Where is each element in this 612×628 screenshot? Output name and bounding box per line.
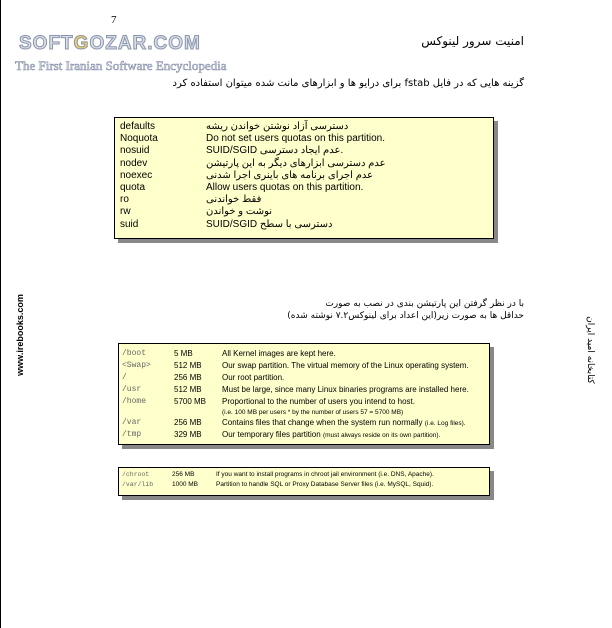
partition-desc: If you want to install programs in chroot jail environment (i.e. DNS, Apache). bbox=[216, 471, 434, 478]
partition-desc bbox=[222, 384, 489, 396]
side-url: www.irebooks.com bbox=[14, 294, 25, 376]
option-desc: SUID/SGID دسترسی با سطح bbox=[206, 218, 333, 230]
partition-size: 329 MB bbox=[174, 430, 202, 439]
partition-size: 256 MB bbox=[174, 373, 202, 382]
option-desc: Allow users quotas on this partition. bbox=[206, 181, 364, 193]
option-desc: Do not set users quotas on this partition. bbox=[206, 133, 385, 145]
side-library-name: کتابخانه امید ایران bbox=[584, 316, 595, 384]
partition-path: /home bbox=[122, 397, 147, 406]
partition-size: 1000 MB bbox=[172, 481, 199, 488]
option-desc: نوشت و خواندن bbox=[206, 206, 273, 218]
table-row bbox=[115, 182, 493, 194]
page-title: امنیت سرور لینوکس bbox=[421, 34, 524, 48]
table-row bbox=[119, 384, 489, 396]
partition-path: /var/lib bbox=[122, 481, 154, 488]
partition-desc bbox=[222, 396, 489, 408]
option-name: quota bbox=[120, 181, 146, 193]
option-name: ro bbox=[120, 194, 129, 206]
partition-path: / bbox=[122, 373, 127, 382]
table-row bbox=[115, 219, 493, 231]
partition-intro-line: حداقل ها به صورت زیر(این اعداد برای لینوکس۷.۲ نوشته شده) bbox=[287, 311, 524, 321]
partition-desc bbox=[222, 348, 489, 360]
desc-note: (i.e. Log files). bbox=[424, 420, 466, 427]
table-row bbox=[119, 348, 489, 360]
partition-desc bbox=[222, 360, 489, 372]
desc-text: Proportional to the number of users you intend to host. bbox=[222, 397, 416, 406]
option-desc: عدم اجرای برنامه های باینری اجرا شدنی bbox=[206, 169, 374, 181]
desc-subnote: (i.e. 100 MB per users * by the number of users 57 = 5700 MB) bbox=[222, 409, 404, 416]
option-desc: دسترسی آزاد نوشتن خواندن ریشه bbox=[206, 121, 349, 132]
option-name: defaults bbox=[120, 121, 156, 132]
table-row bbox=[119, 360, 489, 372]
desc-text: Must be large, since many Linux binaries programs are installed here. bbox=[222, 385, 469, 394]
option-name: suid bbox=[120, 218, 139, 230]
desc-text: Our root partition. bbox=[222, 373, 285, 382]
partition-desc bbox=[222, 429, 489, 441]
table-row bbox=[119, 372, 489, 384]
desc-text: Contains files that change when the system run normally bbox=[222, 418, 423, 427]
partition-desc bbox=[222, 417, 489, 429]
partition-path: /tmp bbox=[122, 430, 142, 439]
partition-size: 512 MB bbox=[174, 385, 202, 394]
partition-size: 256 MB bbox=[174, 418, 202, 427]
table-row bbox=[115, 133, 493, 145]
option-name: Noquota bbox=[120, 133, 158, 145]
desc-text: All Kernel images are kept here. bbox=[222, 349, 336, 358]
table-row bbox=[115, 206, 493, 218]
option-name: rw bbox=[120, 206, 131, 218]
table-row bbox=[119, 429, 489, 441]
partition-table-box bbox=[118, 343, 490, 445]
partition-path: /chroot bbox=[122, 471, 150, 478]
partition-size: 5700 MB bbox=[174, 397, 207, 406]
partition-path: /boot bbox=[122, 349, 147, 358]
partition-path: <Swap> bbox=[122, 361, 151, 370]
partition-section bbox=[118, 343, 490, 496]
watermark-tagline: The First Iranian Software Encyclopedia bbox=[15, 58, 227, 73]
partition-size: 512 MB bbox=[174, 361, 202, 370]
table-row bbox=[119, 396, 489, 408]
table-row bbox=[115, 194, 493, 206]
watermark-logo: SOFTGOZAR.COM bbox=[19, 33, 201, 54]
option-name: nodev bbox=[120, 157, 148, 169]
option-desc: فقط خواندنی bbox=[206, 194, 262, 206]
intro-text: گزینه هایی که در فایل fstab برای درایو ها و ابزارهای مانت شده میتوان استفاده کرد bbox=[172, 78, 524, 89]
table-row bbox=[115, 170, 493, 182]
partition-desc bbox=[222, 372, 489, 384]
table-row bbox=[115, 121, 493, 133]
partition-intro-line: با در نظر گرفتن این پارتیشن بندی در نصب به صورت bbox=[325, 299, 524, 309]
extra-partition-box bbox=[118, 467, 490, 496]
page-number: 7 bbox=[111, 14, 117, 26]
table-row bbox=[115, 145, 493, 157]
partition-size: 256 MB bbox=[172, 471, 195, 478]
option-desc: عدم دسترسی ابزارهای دیگر به این پارتیشن bbox=[206, 157, 386, 169]
option-name: noexec bbox=[120, 169, 153, 181]
desc-text: Our temporary files partition bbox=[222, 430, 321, 439]
partition-size: 5 MB bbox=[174, 349, 193, 358]
option-desc: SUID/SGID عدم ایجاد دسترسی. bbox=[206, 145, 344, 157]
table-row bbox=[119, 470, 489, 480]
option-name: nosuid bbox=[120, 145, 150, 157]
table-row bbox=[115, 158, 493, 170]
desc-text: Our swap partition. The virtual memory of the Linux operating system. bbox=[222, 361, 469, 370]
desc-note: (must always reside on its own partition). bbox=[322, 432, 441, 439]
table-row bbox=[119, 417, 489, 429]
table-row bbox=[119, 480, 489, 490]
partition-intro bbox=[287, 298, 524, 322]
partition-path: /var bbox=[122, 418, 142, 427]
partition-path: /usr bbox=[122, 385, 142, 394]
partition-desc: Partition to handle SQL or Proxy Database Server files (i.e. MySQL, Squid). bbox=[216, 481, 434, 488]
mount-options-box bbox=[114, 117, 494, 239]
